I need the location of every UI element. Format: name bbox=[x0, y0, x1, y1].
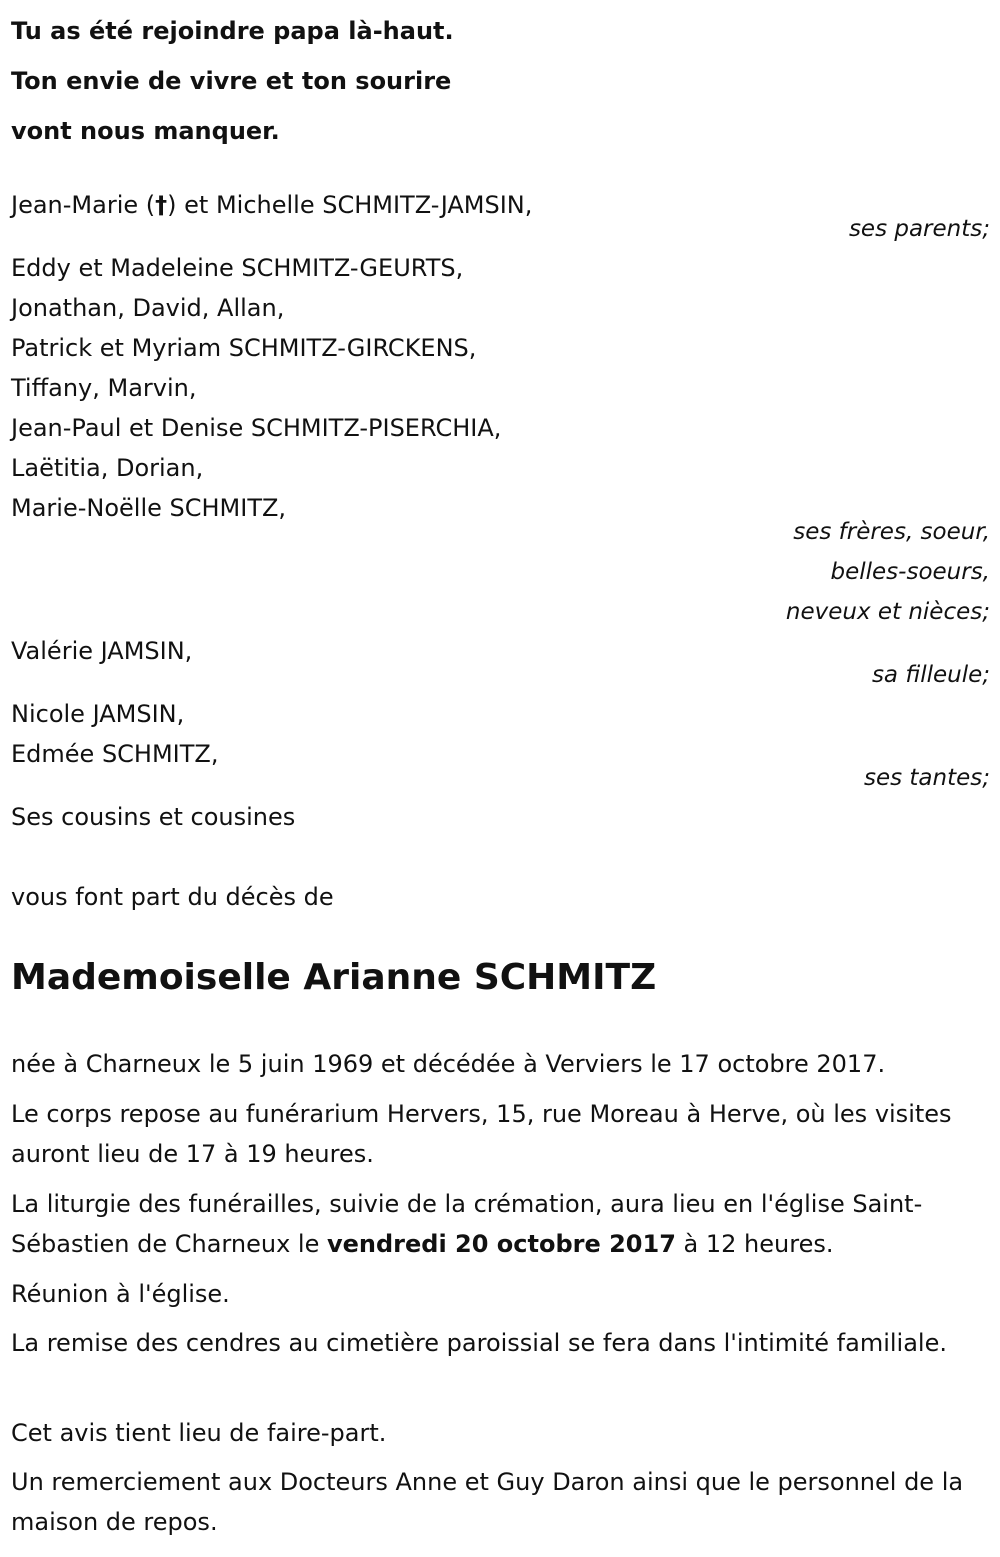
sibling-line: Patrick et Myriam SCHMITZ-GIRCKENS, bbox=[11, 334, 477, 362]
cousins-line: Ses cousins et cousines bbox=[11, 803, 296, 831]
sibling-line: Laëtitia, Dorian, bbox=[11, 454, 204, 482]
role-siblings: neveux et nièces; bbox=[785, 599, 990, 625]
ashes-paragraph: La remise des cendres au cimetière paroissial se fera dans l'intimité familiale. bbox=[11, 1329, 947, 1357]
funeral-date: vendredi 20 octobre 2017 bbox=[326, 1230, 676, 1258]
aunt-line: Nicole JAMSIN, bbox=[11, 700, 185, 728]
thanks-paragraph: Un remerciement aux Docteurs Anne et Guy Daron ainsi que le personnel de la maison de repos. bbox=[11, 1468, 964, 1536]
funeral-paragraph bbox=[11, 1184, 986, 1264]
role-aunts: ses tantes; bbox=[863, 765, 990, 791]
epitaph bbox=[11, 6, 454, 156]
visitation-paragraph: Le corps repose au funérarium Hervers, 15, rue Moreau à Herve, où les visites auront lieu de 17 à 19 heures. bbox=[11, 1100, 952, 1168]
sibling-line: Eddy et Madeleine SCHMITZ-GEURTS, bbox=[11, 254, 464, 282]
sibling-line: Jean-Paul et Denise SCHMITZ-PISERCHIA, bbox=[11, 414, 502, 442]
sibling-line: Jonathan, David, Allan, bbox=[11, 294, 285, 322]
goddaughter-name: Valérie JAMSIN, bbox=[11, 637, 193, 665]
sibling-line: Tiffany, Marvin, bbox=[11, 374, 197, 402]
parents-name-part: Jean-Marie ( bbox=[11, 191, 156, 219]
funeral-text: à 12 heures. bbox=[675, 1230, 834, 1258]
birth-death-paragraph: née à Charneux le 5 juin 1969 et décédée à Verviers le 17 octobre 2017. bbox=[11, 1050, 886, 1078]
cross-icon: † bbox=[155, 191, 168, 219]
epitaph-line: Ton envie de vivre et ton sourire bbox=[11, 67, 452, 95]
announcement-line: vous font part du décès de bbox=[11, 883, 334, 911]
role-siblings: belles-soeurs, bbox=[830, 559, 990, 585]
aunt-line: Edmée SCHMITZ, bbox=[11, 740, 219, 768]
epitaph-line: vont nous manquer. bbox=[11, 117, 280, 145]
funeral-text: La liturgie des funérailles, suivie de la crémation, aura lieu en l'église Saint-Sébastien de Charneux le bbox=[11, 1190, 923, 1258]
role-siblings: ses frères, soeur, bbox=[793, 519, 990, 545]
epitaph-line: Tu as été rejoindre papa là-haut. bbox=[11, 17, 454, 45]
deceased-name: Mademoiselle Arianne SCHMITZ bbox=[11, 957, 657, 998]
parents-name-part: ) et Michelle SCHMITZ-JAMSIN, bbox=[167, 191, 533, 219]
role-goddaughter: sa filleule; bbox=[871, 662, 990, 688]
parents-names bbox=[11, 185, 532, 225]
notice-paragraph: Cet avis tient lieu de faire-part. bbox=[11, 1419, 387, 1447]
role-parents: ses parents; bbox=[848, 216, 990, 242]
meeting-paragraph: Réunion à l'église. bbox=[11, 1280, 230, 1308]
sibling-line: Marie-Noëlle SCHMITZ, bbox=[11, 494, 287, 522]
